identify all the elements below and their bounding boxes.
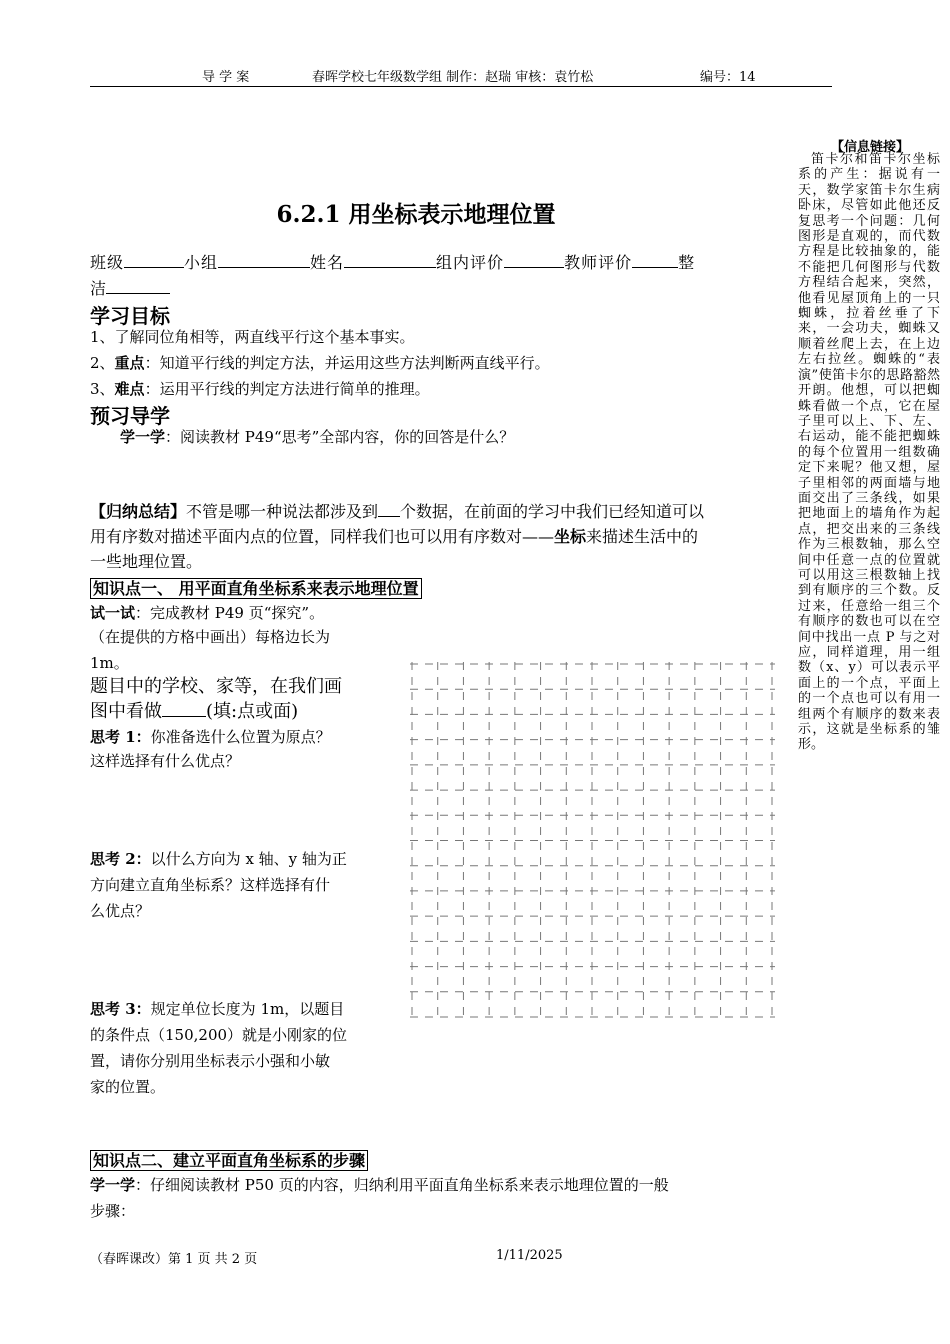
teacher-eval-blank[interactable] xyxy=(632,251,678,268)
neat-blank[interactable] xyxy=(106,277,170,294)
summary-line-1: 【归纳总结】不管是哪一种说法都涉及到 个数据，在前面的学习中我们已经知道可以 xyxy=(90,502,705,521)
think3-line-1: 思考 3：规定单位长度为 1m，以题目 xyxy=(90,1000,345,1018)
kp1-note-2: 1m。 xyxy=(90,654,129,672)
name-blank[interactable] xyxy=(344,251,436,268)
class-blank[interactable] xyxy=(124,251,184,268)
header-number: 编号：14 xyxy=(700,70,756,85)
kp1-heading: 知识点一、 用平面直角坐标系来表示地理位置 xyxy=(90,576,422,599)
kp1-question-1: 题目中的学校、家等，在我们画 xyxy=(90,676,342,697)
group-label: 小组 xyxy=(184,253,219,272)
think1-line-2: 这样选择有什么优点？ xyxy=(90,752,241,770)
class-label: 班级 xyxy=(90,253,125,272)
name-label: 姓名 xyxy=(310,253,345,272)
goals-heading: 学习目标 xyxy=(90,304,170,328)
goal-item-3: 3、难点：运用平行线的判定方法进行简单的推理。 xyxy=(90,380,430,398)
header-doc-type: 导 学 案 xyxy=(202,70,250,85)
think1-line-1: 思考 1：你准备选什么位置为原点？ xyxy=(90,728,331,746)
neat-label-2: 洁 xyxy=(90,279,107,298)
think2-line-1: 思考 2：以什么方向为 x 轴、y 轴为正 xyxy=(90,850,347,868)
summary-line-3: 一些地理位置。 xyxy=(90,552,203,571)
goal-item-2: 2、重点：知道平行线的判定方法，并运用这些方法判断两直线平行。 xyxy=(90,354,550,372)
page-title: 6.2.1 用坐标表示地理位置 xyxy=(276,201,556,228)
group-blank[interactable] xyxy=(218,251,310,268)
group-eval-blank[interactable] xyxy=(504,251,564,268)
info-link-title: 【信息链接】 xyxy=(830,140,909,155)
group-eval-label: 组内评价 xyxy=(436,253,505,272)
preview-learn: 学一学：阅读教材 P49“思考”全部内容，你的回答是什么？ xyxy=(120,428,515,446)
kp2-learn-line-2: 步骤： xyxy=(90,1202,136,1220)
kp2-learn-line-1: 学一学：仔细阅读教材 P50 页的内容，归纳利用平面直角坐标系来表示地理位置的一般 xyxy=(90,1176,669,1194)
point-or-plane-blank[interactable] xyxy=(162,700,206,717)
drawing-grid[interactable] xyxy=(410,662,775,1020)
student-info-line xyxy=(90,250,695,276)
think3-line-4: 家的位置。 xyxy=(90,1078,166,1096)
think2-line-2: 方向建立直角坐标系？这样选择有什 xyxy=(90,876,331,894)
think3-line-2: 的条件点（150,200）就是小刚家的位 xyxy=(90,1026,348,1044)
kp1-note-1: （在提供的方格中画出）每格边长为 xyxy=(90,628,331,646)
footer-date: 1/11/2025 xyxy=(496,1248,563,1263)
preview-heading: 预习导学 xyxy=(90,404,170,428)
kp1-question-2: 图中看做 (填:点或面) xyxy=(90,701,299,722)
page-header xyxy=(90,66,832,87)
neat-label-1: 整 xyxy=(678,253,696,272)
kp1-try: 试一试：完成教材 P49 页“探究”。 xyxy=(90,604,325,622)
think3-line-3: 置，请你分别用坐标表示小强和小敏 xyxy=(90,1052,331,1070)
header-school: 春晖学校七年级数学组 制作：赵瑞 审核：袁竹松 xyxy=(312,70,594,85)
goal-item-1: 1、了解同位角相等，两直线平行这个基本事实。 xyxy=(90,328,415,346)
summary-blank[interactable] xyxy=(378,500,400,517)
teacher-eval-label: 教师评价 xyxy=(564,253,633,272)
think2-line-3: 么优点？ xyxy=(90,902,151,920)
student-info-line-2 xyxy=(90,276,170,302)
footer-page: （春晖课改）第 1 页 共 2 页 xyxy=(90,1252,258,1267)
summary-line-2: 用有序数对描述平面内点的位置，同样我们也可以用有序数对——坐标来描述生活中的 xyxy=(90,527,699,546)
info-link-text: 笛卡尔和笛卡尔坐标系的产生：据说有一天，数学家笛卡尔生病卧床，尽管如此他还反复思考一个问题：几何图形是直观的，而代数方程是比较抽象的，能不能把几何图形与代数方程结合起来，突然，他看见屋顶角上的一只蜘蛛，拉着丝垂了下来，一会功夫，蜘蛛又顺着丝爬上去，在上边左右拉丝。蜘蛛的“表演”使笛卡尔的思路豁然开朗。他想，可以把蜘蛛看做一个点，它在屋子里可以上、下、左、右运动，能不能把蜘蛛的每个位置用一组数确定下来呢？他又想，屋子里相邻的两面墙与地面交出了三条线，如果把地面上的墙角作为起点，把交出来的三条线作为三根数轴，那么空间中任意一点的位置就可以用这三根数轴上找到有顺序的三个数。反过来，任意给一组三个有顺序的数也可以在空间中找出一点 P 与之对应，同样道理，用一组数（x、y）可以表示平面上的一个点，平面上的一个点也可以有用一组两个有顺序的数来表示，这就是坐标系的雏形。 xyxy=(798,152,940,753)
kp2-heading: 知识点二、建立平面直角坐标系的步骤 xyxy=(90,1148,368,1171)
